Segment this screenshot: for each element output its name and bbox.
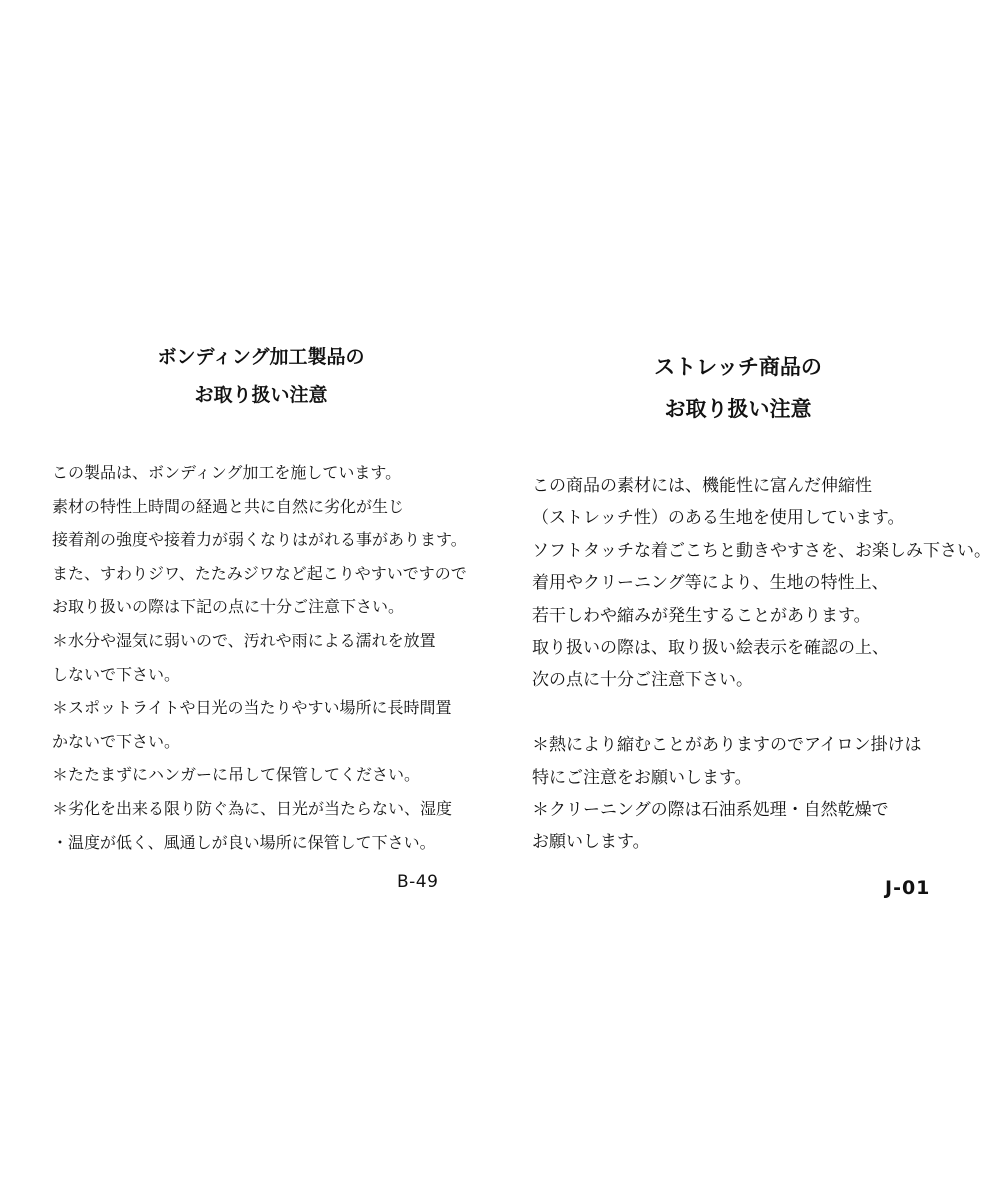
bonding-notice-line: ・温度が低く、風通しが良い場所に保管して下さい。: [52, 832, 436, 852]
bonding-notice-line: しないで下さい。: [52, 664, 181, 684]
bonding-notice-line: また、すわりジワ、たたみジワなど起こりやすいですので: [52, 563, 467, 583]
stretch-notice-line: ソフトタッチな着ごこちと動きやすさを、お楽しみ下さい。: [532, 540, 991, 561]
bonding-notice-line: ＊水分や湿気に弱いので、汚れや雨による濡れを放置: [52, 630, 436, 650]
bonding-notice-line: ＊たたまずにハンガーに吊して保管してください。: [52, 765, 421, 785]
stretch-notice-title: [492, 346, 984, 430]
stretch-care-notice: [532, 346, 991, 859]
bonding-notice-title-line-1: ボンディング加工製品の: [157, 346, 365, 368]
bonding-notice-line: 素材の特性上時間の経過と共に自然に劣化が生じ: [52, 496, 405, 516]
bonding-notice-body: [52, 456, 492, 859]
bonding-notice-line: かないで下さい。: [52, 731, 181, 751]
stretch-notice-line: この商品の素材には、機能性に富んだ伸縮性: [532, 476, 872, 496]
stretch-notice-code: J-01: [885, 877, 931, 899]
stretch-notice-body: [532, 470, 991, 859]
stretch-notice-title-line-2: お取り扱い注意: [664, 397, 812, 421]
stretch-notice-line: ＊クリーニングの際は石油系処理・自然乾燥で: [532, 800, 889, 821]
bonding-notice-line: ＊劣化を出来る限り防ぐ為に、日光が当たらない、湿度: [52, 798, 453, 818]
bonding-notice-title-line-2: お取り扱い注意: [194, 384, 328, 406]
stretch-notice-line: 特にご注意をお願いします。: [532, 767, 752, 788]
stretch-notice-title-line-1: ストレッチ商品の: [654, 355, 822, 379]
stretch-notice-line: 取り扱いの際は、取り扱い絵表示を確認の上、: [532, 638, 889, 659]
bonding-notice-code: B-49: [397, 872, 439, 892]
stretch-notice-blank-line: [532, 697, 984, 729]
bonding-notice-line: お取り扱いの際は下記の点に十分ご注意下さい。: [52, 597, 405, 617]
stretch-notice-line: 着用やクリーニング等により、生地の特性上、: [532, 573, 889, 594]
bonding-care-notice: [52, 338, 492, 859]
stretch-notice-line: お願いします。: [532, 832, 650, 853]
stretch-notice-line: （ストレッチ性）のある生地を使用しています。: [532, 508, 905, 529]
stretch-notice-line: ＊熱により縮むことがありますのでアイロン掛けは: [532, 735, 922, 756]
stretch-notice-line: 若干しわや縮みが発生することがあります。: [532, 605, 871, 626]
bonding-notice-line: ＊スポットライトや日光の当たりやすい場所に長時間置: [52, 698, 452, 718]
bonding-notice-line: 接着剤の強度や接着力が弱くなりはがれる事があります。: [52, 530, 467, 550]
bonding-notice-line: この製品は、ボンディング加工を施しています。: [52, 463, 402, 482]
stretch-notice-line: 次の点に十分ご注意下さい。: [532, 670, 753, 691]
bonding-notice-title: [30, 338, 492, 414]
